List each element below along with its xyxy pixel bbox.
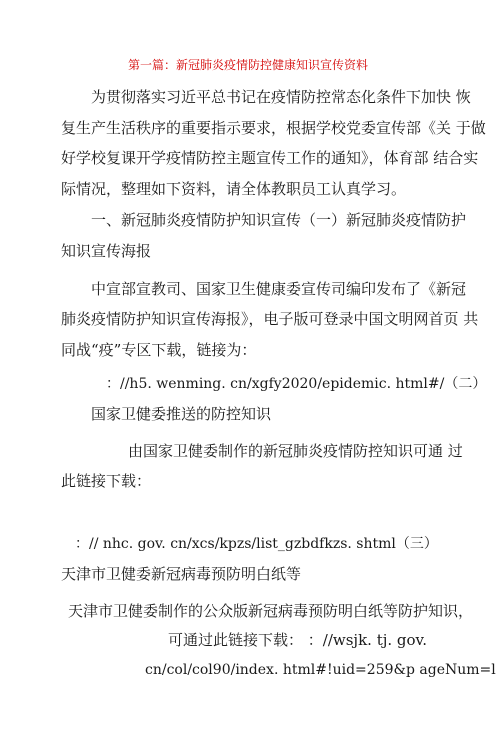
section3-heading: 天津市卫健委新冠病毒预防明白纸等: [61, 565, 302, 583]
intro-line-1: 为贯彻落实习近平总书记在疫情防控常态化条件下加快 恢: [91, 88, 471, 106]
section1-body-line-1: 中宣部宣教司、国家卫生健康委宣传司编印发布了《新冠: [91, 280, 467, 298]
section3-body-line-3: cn/col/col90/index. html#!uid=259&p ageNum=l: [145, 662, 496, 678]
section1-body-line-2: 肺炎疫情防护知识宣传海报》，电子版可登录中国文明网首页 共: [61, 310, 479, 328]
section2-body-line-2: 此链接下载：: [61, 472, 152, 490]
document-title: 第一篇：新冠肺炎疫情防控健康知识宣传资料: [128, 58, 369, 72]
section3-body-line-1: 天津市卫健委制作的公众版新冠病毒预防明白纸等防护知识，: [68, 602, 474, 620]
intro-line-3: 好学校复课开学疫情防控主题宣传工作的通知》，体育部 结合实: [61, 149, 479, 167]
intro-line-2: 复生产生活秩序的重要指示要求，根据学校党委宣传部《关 于做: [61, 119, 486, 137]
link1-line: ：//h5. wenming. cn/xgfy2020/epidemic. html#/（二）: [106, 376, 487, 392]
section2-heading: 国家卫健委推送的防控知识: [91, 405, 272, 423]
section1-body-line-3: 同战“疫”专区下载，链接为：: [61, 341, 257, 359]
section1-heading-line-2: 知识宣传海报: [61, 242, 152, 260]
section1-heading-line-1: 一、新冠肺炎疫情防护知识宣传（一）新冠肺炎疫情防护: [91, 211, 467, 229]
section2-body-line-1: 由国家卫健委制作的新冠肺炎疫情防控知识可通 过: [128, 442, 463, 460]
section3-body-line-2: 可通过此链接下载： ：//wsjk. tj. gov.: [168, 631, 428, 649]
intro-line-4: 际情况，整理如下资料，请全体教职员工认真学习。: [61, 180, 407, 198]
link2-line: ：// nhc. gov. cn/xcs/kpzs/list_gzbdfkzs. shtml（三）: [75, 536, 438, 552]
